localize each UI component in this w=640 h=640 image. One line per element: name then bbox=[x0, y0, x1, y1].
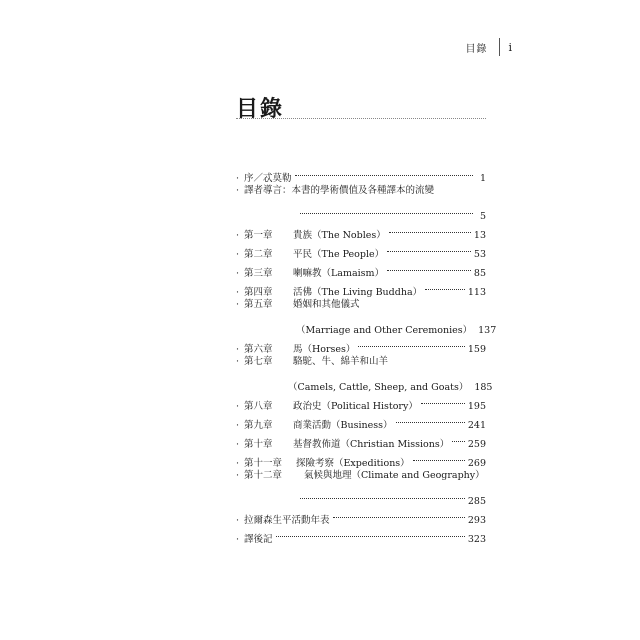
entry-title: 喇嘛教（Lamaism） bbox=[293, 268, 385, 279]
entry-page: 137 bbox=[478, 325, 497, 336]
toc-entry-chapter-7-continued[interactable] bbox=[236, 371, 493, 393]
bullet: · bbox=[236, 439, 240, 450]
bullet: · bbox=[236, 401, 240, 412]
entry-page: 241 bbox=[467, 420, 486, 431]
bullet: · bbox=[236, 299, 240, 310]
bullet: · bbox=[236, 458, 240, 469]
toc-entry-chapter-9[interactable] bbox=[236, 409, 486, 431]
toc-entry-chapter-10[interactable] bbox=[236, 428, 486, 450]
entry-page: 185 bbox=[474, 382, 493, 393]
bullet: · bbox=[236, 515, 240, 526]
bullet: · bbox=[236, 185, 240, 196]
dot-leader bbox=[276, 523, 465, 542]
chapter-number: 第二章 bbox=[244, 249, 273, 260]
toc-entry-preface[interactable] bbox=[236, 162, 486, 184]
entry-title: 探險考察（Expeditions） bbox=[296, 458, 410, 469]
entry-page: 5 bbox=[479, 211, 486, 222]
toc-entry-chapter-11[interactable] bbox=[236, 447, 486, 469]
entry-title: 序／忒莫勒 bbox=[244, 173, 292, 184]
chapter-number: 第八章 bbox=[244, 401, 273, 412]
entry-title: 貴族（The Nobles） bbox=[293, 230, 386, 241]
entry-page: 195 bbox=[467, 401, 486, 412]
entry-subtitle: （Camels, Cattle, Sheep, and Goats） bbox=[288, 382, 469, 393]
entry-page: 85 bbox=[473, 268, 486, 279]
chapter-number: 第十章 bbox=[244, 439, 273, 450]
dot-leader bbox=[396, 409, 465, 428]
entry-page: 113 bbox=[467, 287, 486, 298]
toc-entry-chapter-2[interactable] bbox=[236, 238, 486, 260]
entry-page: 53 bbox=[473, 249, 486, 260]
chapter-number: 第六章 bbox=[244, 344, 273, 355]
dot-leader bbox=[387, 238, 471, 257]
entry-title: 譯後記 bbox=[244, 534, 273, 545]
entry-title: 駱駝、牛、綿羊和山羊 bbox=[293, 356, 389, 367]
bullet: · bbox=[236, 534, 240, 545]
entry-page: 13 bbox=[473, 230, 486, 241]
running-head bbox=[465, 38, 512, 56]
dot-leader bbox=[421, 390, 465, 409]
bullet: · bbox=[236, 356, 240, 367]
toc-entry-chapter-3[interactable] bbox=[236, 257, 486, 279]
entry-title: 政治史（Political History） bbox=[293, 401, 418, 412]
toc-entry-chapter-5-continued[interactable] bbox=[236, 314, 497, 336]
heading-dotted-rule bbox=[236, 118, 486, 119]
toc-entry-chapter-12[interactable] bbox=[236, 466, 486, 485]
chapter-number: 第九章 bbox=[244, 420, 273, 431]
dot-leader bbox=[295, 162, 473, 181]
entry-page: 323 bbox=[467, 534, 486, 545]
chapter-number: 第四章 bbox=[244, 287, 273, 298]
toc-entry-chapter-12-continued[interactable] bbox=[236, 485, 486, 507]
toc-entry-chronology[interactable] bbox=[236, 504, 486, 526]
running-head-divider bbox=[499, 38, 500, 56]
entry-title: 譯者導言：本書的學術價值及各種譯本的流變 bbox=[244, 185, 435, 196]
dot-leader bbox=[425, 276, 465, 295]
dot-leader bbox=[413, 447, 465, 466]
bullet: · bbox=[236, 268, 240, 279]
dot-leader bbox=[387, 257, 471, 276]
entry-subtitle: （Marriage and Other Ceremonies） bbox=[296, 325, 473, 336]
entry-title: 基督教佈道（Christian Missions） bbox=[293, 439, 450, 450]
toc-list bbox=[236, 162, 497, 545]
bullet: · bbox=[236, 470, 240, 481]
chapter-number: 第七章 bbox=[244, 356, 273, 367]
entry-page: 159 bbox=[467, 344, 486, 355]
bullet: · bbox=[236, 287, 240, 298]
entry-title: 平民（The People） bbox=[293, 249, 385, 260]
entry-title: 拉爾森生平活動年表 bbox=[244, 515, 330, 526]
entry-page: 1 bbox=[479, 173, 486, 184]
bullet: · bbox=[236, 420, 240, 431]
bullet: · bbox=[236, 173, 240, 184]
toc-entry-chapter-5[interactable] bbox=[236, 295, 486, 314]
toc-entry-chapter-1[interactable] bbox=[236, 219, 486, 241]
dot-leader bbox=[452, 428, 465, 447]
chapter-number: 第一章 bbox=[244, 230, 273, 241]
bullet: · bbox=[236, 344, 240, 355]
chapter-number: 第十二章 bbox=[244, 470, 283, 481]
page-number: i bbox=[508, 40, 512, 54]
toc-entry-guide[interactable] bbox=[236, 181, 486, 200]
chapter-number: 第五章 bbox=[244, 299, 273, 310]
toc-entry-chapter-8[interactable] bbox=[236, 390, 486, 412]
toc-entry-chapter-4[interactable] bbox=[236, 276, 486, 298]
bullet: · bbox=[236, 249, 240, 260]
entry-title: 婚姻和其他儀式 bbox=[293, 299, 360, 310]
toc-entry-chapter-7[interactable] bbox=[236, 352, 486, 371]
dot-leader bbox=[300, 200, 473, 219]
toc-entry-afterword[interactable] bbox=[236, 523, 486, 545]
running-head-title: 目錄 bbox=[465, 43, 488, 55]
dot-leader bbox=[333, 504, 465, 523]
entry-page: 285 bbox=[467, 496, 486, 507]
toc-entry-chapter-6[interactable] bbox=[236, 333, 486, 355]
entry-page: 293 bbox=[467, 515, 486, 526]
entry-page: 269 bbox=[467, 458, 486, 469]
toc-entry-guide-continued[interactable] bbox=[236, 200, 486, 222]
entry-title: 活佛（The Living Buddha） bbox=[293, 287, 423, 298]
dot-leader bbox=[389, 219, 471, 238]
entry-page: 259 bbox=[467, 439, 486, 450]
toc-heading: 目錄 bbox=[236, 96, 285, 122]
dot-leader bbox=[358, 333, 464, 352]
chapter-number: 第十一章 bbox=[244, 458, 283, 469]
entry-title: 馬（Horses） bbox=[293, 344, 356, 355]
chapter-number: 第三章 bbox=[244, 268, 273, 279]
entry-title: 氣候與地理（Climate and Geography） bbox=[304, 470, 485, 481]
dot-leader bbox=[300, 485, 465, 504]
bullet: · bbox=[236, 230, 240, 241]
entry-title: 商業活動（Business） bbox=[293, 420, 393, 431]
